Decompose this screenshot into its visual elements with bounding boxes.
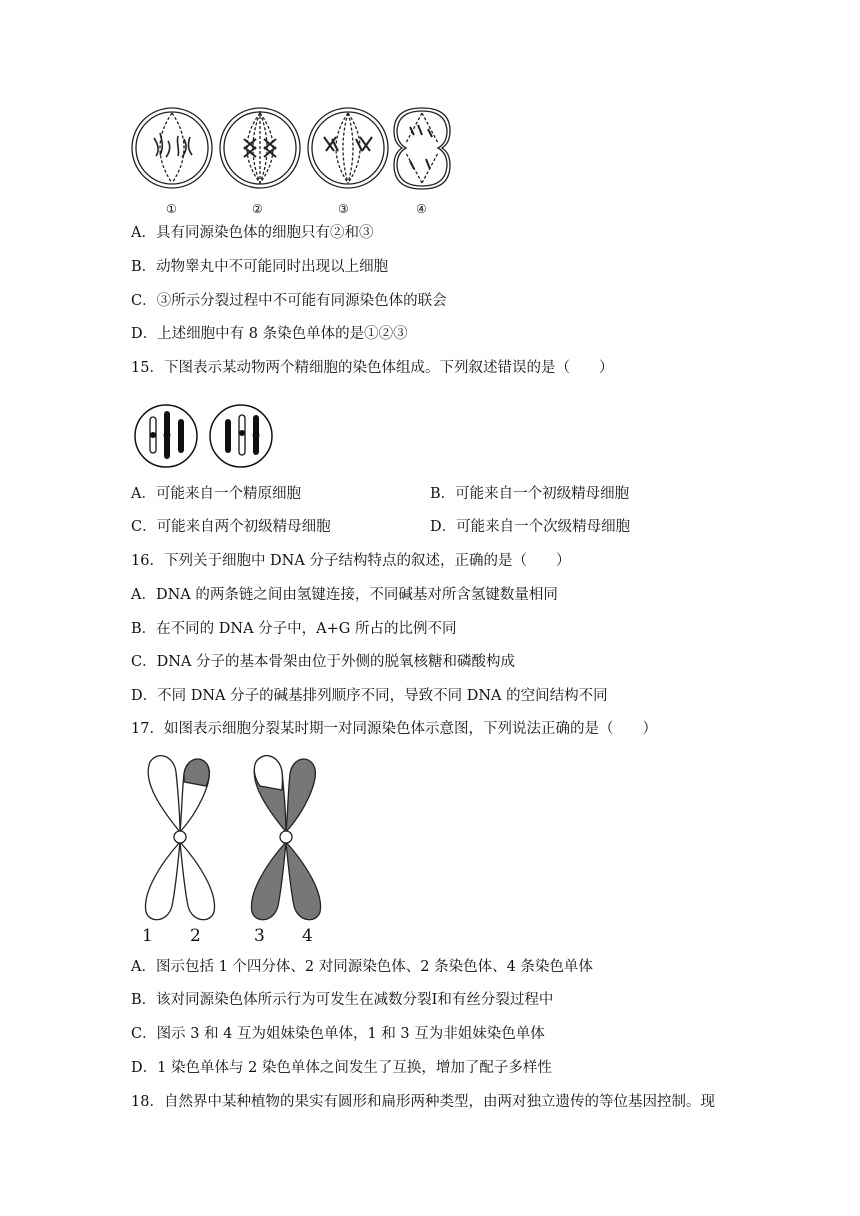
cell-1 — [132, 108, 212, 188]
q17-chromosome-figure — [132, 752, 332, 924]
q16-stem: 16．下列关于细胞中 DNA 分子结构特点的叙述，正确的是（ ） — [131, 553, 571, 569]
q17-label-2: 2 — [190, 926, 201, 946]
cell-4 — [394, 108, 450, 189]
q14-label-2: ② — [252, 202, 263, 216]
q17-option-c[interactable]: C．图示 3 和 4 互为姐妹染色单体，1 和 3 互为非姐妹染色单体 — [131, 1026, 545, 1042]
q16-option-c[interactable]: C．DNA 分子的基本骨架由位于外侧的脱氧核糖和磷酸构成 — [131, 654, 515, 670]
q16-option-d[interactable]: D．不同 DNA 分子的碱基排列顺序不同，导致不同 DNA 的空间结构不同 — [131, 688, 608, 704]
q14-option-c[interactable]: C．③所示分裂过程中不可能有同源染色体的联会 — [131, 293, 447, 309]
q14-label-4: ④ — [416, 202, 427, 216]
q17-label-3: 3 — [254, 926, 265, 946]
q14-option-a[interactable]: A．具有同源染色体的细胞只有②和③ — [131, 225, 374, 241]
q17-label-1: 1 — [142, 926, 153, 946]
q15-option-b[interactable]: B．可能来自一个初级精母细胞 — [430, 486, 630, 502]
q15-stem: 15．下图表示某动物两个精细胞的染色体组成。下列叙述错误的是（ ） — [131, 360, 614, 376]
q17-option-d[interactable]: D．1 染色单体与 2 染色单体之间发生了互换，增加了配子多样性 — [131, 1060, 552, 1076]
q14-cell-figure — [128, 103, 458, 198]
q16-option-a[interactable]: A．DNA 的两条链之间由氢键连接，不同碱基对所含氢键数量相同 — [131, 587, 558, 603]
q16-option-b[interactable]: B．在不同的 DNA 分子中，A+G 所占的比例不同 — [131, 621, 457, 637]
q15-option-d[interactable]: D．可能来自一个次级精母细胞 — [430, 519, 631, 535]
q18-stem: 18．自然界中某种植物的果实有圆形和扁形两种类型，由两对独立遗传的等位基因控制。现 — [131, 1094, 715, 1110]
q17-option-a[interactable]: A．图示包括 1 个四分体、2 对同源染色体、2 条染色体、4 条染色单体 — [131, 959, 593, 975]
q15-option-c[interactable]: C．可能来自两个初级精母细胞 — [131, 519, 331, 535]
q17-option-b[interactable]: B．该对同源染色体所示行为可发生在减数分裂Ⅰ和有丝分裂过程中 — [131, 992, 554, 1008]
cell-2 — [220, 108, 300, 188]
q17-stem: 17．如图表示细胞分裂某时期一对同源染色体示意图，下列说法正确的是（ ） — [131, 721, 657, 737]
q14-label-3: ③ — [338, 202, 349, 216]
q15-option-a[interactable]: A．可能来自一个精原细胞 — [131, 486, 301, 502]
q14-label-1: ① — [166, 202, 177, 216]
q14-option-b[interactable]: B．动物睾丸中不可能同时出现以上细胞 — [131, 259, 389, 275]
q17-label-4: 4 — [302, 926, 313, 946]
q14-option-d[interactable]: D．上述细胞中有 8 条染色单体的是①②③ — [131, 326, 408, 342]
cell-3 — [308, 108, 388, 188]
q15-sperm-figure — [128, 403, 280, 469]
